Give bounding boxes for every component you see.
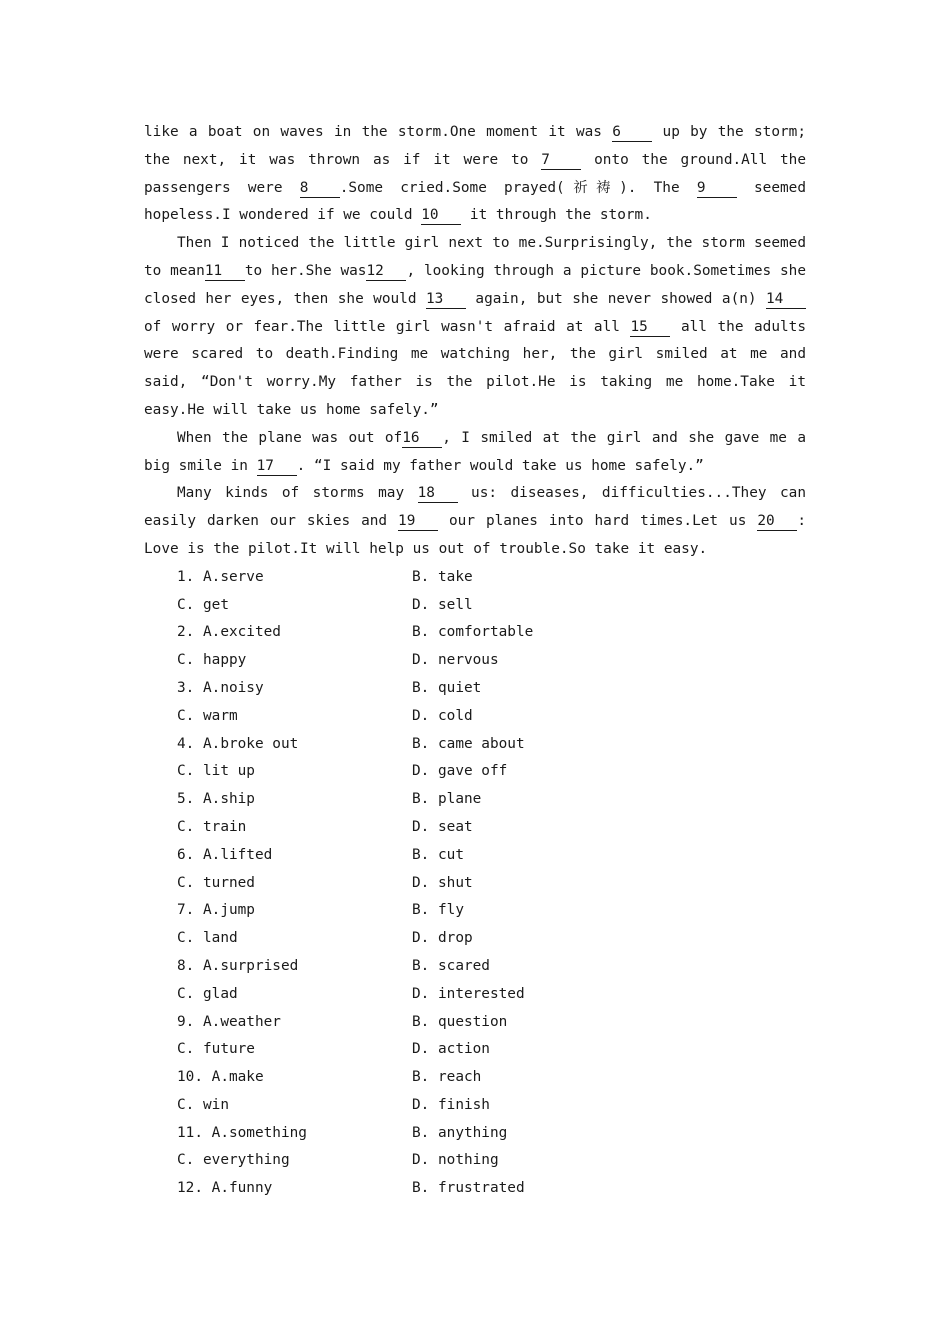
blank-number: 19 [398,512,438,531]
option-row [144,758,806,786]
option-right: D. sell [412,596,473,613]
option-left: C. warm [177,707,238,724]
option-right: D. nervous [412,652,499,669]
option-left: 9. A.weather [177,1013,281,1030]
passage-text: Then I noticed the little girl next to me.Surprisingly, the storm seemed to mean [144,235,806,279]
passage-text: seemed hopeless.I wondered if we could [144,179,806,224]
blank-number: 18 [418,484,458,503]
passage-paragraph [144,119,806,230]
option-left: C. turned [177,874,255,891]
blank-number: 7 [541,151,581,170]
passage-text: . “I said my father would take us home safely.” [296,457,704,474]
option-right: B. scared [412,957,490,974]
passage-text: When the plane was out of [177,429,403,446]
option-left: 6. A.lifted [177,846,273,863]
passage-text: up by the storm; the next, it was thrown as if it were to [144,124,806,168]
option-right: B. question [412,1013,508,1030]
option-row [144,619,806,647]
option-left: 11. A.something [177,1124,307,1141]
option-left: C. train [177,818,247,835]
passage-paragraph [144,425,806,481]
passage-text: it through the storm. [461,207,652,224]
option-left: 8. A.surprised [177,957,299,974]
passage-text: , I smiled at the girl and she gave me a big smile in [144,429,806,474]
option-row [144,1036,806,1064]
blank-number: 11 [205,262,245,281]
option-left: C. happy [177,652,247,669]
option-row [144,1120,806,1148]
blank-number: 9 [697,179,737,198]
blank-number: 13 [426,290,466,309]
option-left: C. win [177,1096,229,1113]
option-row [144,647,806,675]
option-left: 1. A.serve [177,568,264,585]
option-right: B. reach [412,1069,482,1086]
passage-text: , looking through a picture book.Sometimes she closed her eyes, then she would [144,262,807,307]
option-right: D. drop [412,930,473,947]
option-left: 4. A.broke out [177,735,299,752]
option-right: B. quiet [412,679,482,696]
option-left: 7. A.jump [177,902,255,919]
option-right: D. seat [412,818,473,835]
option-left: C. everything [177,1152,290,1169]
passage-text: Many kinds of storms may [177,485,418,502]
passage-text: all the adults were scared to death.Finding me watching her, the girl smiled at me and said, “Don't worry.My father is the pilot.He is taking me home.Take it easy.He will take us home safely.” [144,318,806,418]
document-page [144,119,806,1203]
option-row [144,675,806,703]
option-right: B. fly [412,902,464,919]
option-right: B. cut [412,846,464,863]
option-left: C. get [177,596,229,613]
option-row [144,953,806,981]
option-right: B. anything [412,1124,508,1141]
passage-text: to her.She was [244,262,367,279]
option-left: 5. A.ship [177,791,255,808]
option-row [144,981,806,1009]
option-left: 2. A.excited [177,624,281,641]
option-row [144,703,806,731]
option-row [144,1009,806,1037]
option-right: D. action [412,1041,490,1058]
option-left: C. future [177,1041,255,1058]
passage-paragraph [144,230,806,425]
passage-text: : Love is the pilot.It will help us out of trouble.So take it easy. [144,513,806,557]
blank-number: 20 [757,512,797,531]
passage-text: our planes into hard times.Let us [438,513,758,530]
option-right: D. shut [412,874,473,891]
passage-text: onto the ground.All the passengers were [144,151,806,196]
option-row [144,897,806,925]
option-left: C. lit up [177,763,255,780]
blank-number: 8 [300,179,340,198]
option-left: C. glad [177,985,238,1002]
option-right: D. interested [412,985,525,1002]
blank-number: 12 [366,262,406,281]
option-row [144,842,806,870]
option-row [144,592,806,620]
option-row [144,925,806,953]
option-right: B. plane [412,791,482,808]
passage-text: of worry or fear.The little girl wasn't afraid at all [144,318,631,335]
cloze-passage [144,119,806,564]
option-right: D. gave off [412,763,508,780]
option-left: 10. A.make [177,1069,264,1086]
option-right: D. cold [412,707,473,724]
option-right: B. take [412,568,473,585]
option-right: D. nothing [412,1152,499,1169]
passage-text: again, but she never showed a(n) [465,290,767,307]
option-left: 12. A.funny [177,1180,273,1197]
answer-options-list [144,564,806,1203]
passage-text: .Some cried.Some prayed(祈祷). The [339,179,697,196]
option-right: B. came about [412,735,525,752]
blank-number: 6 [612,123,652,142]
option-row [144,1147,806,1175]
option-right: B. comfortable [412,624,534,641]
blank-number: 14 [766,290,806,309]
option-row [144,731,806,759]
option-left: C. land [177,930,238,947]
passage-paragraph [144,480,806,563]
passage-text: us: diseases, difficulties...They can easily darken our skies and [144,485,806,530]
option-row [144,870,806,898]
option-row [144,1064,806,1092]
option-row [144,814,806,842]
blank-number: 16 [402,429,442,448]
passage-text: like a boat on waves in the storm.One moment it was [144,124,613,140]
blank-number: 17 [257,457,297,476]
option-row [144,1092,806,1120]
blank-number: 10 [421,206,461,225]
blank-number: 15 [630,318,670,337]
option-row [144,786,806,814]
option-row [144,564,806,592]
option-row [144,1175,806,1203]
option-right: D. finish [412,1096,490,1113]
option-right: B. frustrated [412,1180,525,1197]
option-left: 3. A.noisy [177,679,264,696]
